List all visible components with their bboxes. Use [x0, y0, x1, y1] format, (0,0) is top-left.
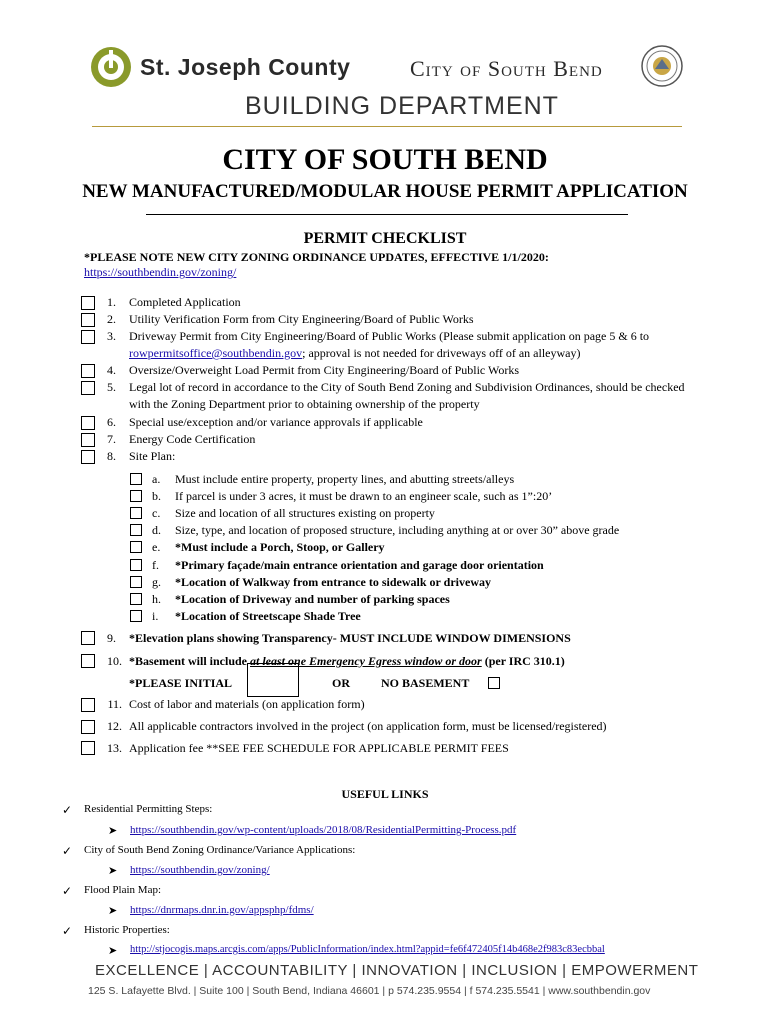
flood-plain-link[interactable]: https://dnrmaps.dnr.in.gov/appsphp/fdms/	[130, 904, 314, 916]
header-divider	[92, 126, 682, 127]
sub-item-text: Must include entire property, property lines, and abutting streets/alleys	[175, 472, 515, 486]
checkbox-no-basement[interactable]	[488, 677, 500, 689]
page-title: CITY OF SOUTH BEND	[222, 143, 548, 176]
link-label: Historic Properties:	[84, 924, 170, 936]
checkbox-site-plan-c[interactable]	[130, 507, 142, 519]
checkbox-item-12[interactable]	[81, 720, 95, 734]
item-text-emphasis: at least one Emergency Egress window or door	[250, 654, 482, 668]
checkmark-icon: ✓	[62, 884, 73, 898]
item-text: Site Plan:	[129, 449, 176, 463]
historic-properties-link[interactable]: http://stjocogis.maps.arcgis.com/apps/PublicInformation/index.html?appid=fe6f472405f14b468e2f983c83ecbbal	[130, 944, 605, 955]
page-subtitle: NEW MANUFACTURED/MODULAR HOUSE PERMIT APPLICATION	[82, 181, 688, 202]
checkbox-item-9[interactable]	[81, 631, 95, 645]
sub-item-letter: e.	[152, 540, 161, 554]
sub-item-text: *Location of Driveway and number of parking spaces	[175, 592, 450, 606]
item-number: 12.	[107, 719, 122, 733]
checkmark-icon: ✓	[62, 803, 73, 817]
sub-item-text: Size and location of all structures existing on property	[175, 506, 435, 520]
sub-item-letter: c.	[152, 506, 161, 520]
link-label: Flood Plain Map:	[84, 884, 162, 896]
item-text: Completed Application	[129, 295, 241, 309]
checkbox-site-plan-e[interactable]	[130, 541, 142, 553]
item-text-tail: ; approval is not needed for driveways off of an alleyway)	[302, 346, 581, 360]
or-label: OR	[332, 676, 350, 690]
sub-item-letter: i.	[152, 609, 159, 623]
link-label: City of South Bend Zoning Ordinance/Variance Applications:	[84, 844, 356, 856]
item-text: Cost of labor and materials (on application form)	[129, 697, 365, 711]
arrow-bullet-icon: ➤	[108, 905, 118, 917]
checkbox-site-plan-a[interactable]	[130, 473, 142, 485]
city-seal-icon	[641, 45, 683, 87]
item-number: 2.	[107, 312, 116, 326]
sub-item-letter: d.	[152, 523, 161, 537]
sub-item-letter: a.	[152, 472, 161, 486]
item-text: Driveway Permit from City Engineering/Board of Public Works (Please submit application on page 5 & 6 to	[129, 329, 650, 343]
item-number: 3.	[107, 329, 116, 343]
zoning-note: *PLEASE NOTE NEW CITY ZONING ORDINANCE UPDATES, EFFECTIVE 1/1/2020:	[84, 250, 549, 264]
item-number: 4.	[107, 363, 116, 377]
item-text: All applicable contractors involved in the project (on application form, must be licensed/registered)	[129, 719, 607, 733]
sub-item-text: *Primary façade/main entrance orientation and garage door orientation	[175, 558, 544, 572]
initial-input-box[interactable]	[247, 663, 299, 697]
item-text: Oversize/Overweight Load Permit from City Engineering/Board of Public Works	[129, 363, 520, 377]
no-basement-label: NO BASEMENT	[381, 676, 470, 690]
item-number: 8.	[107, 449, 116, 463]
arrow-bullet-icon: ➤	[108, 945, 118, 957]
link-label: Residential Permitting Steps:	[84, 803, 213, 815]
driveway-email-link[interactable]: rowpermitsoffice@southbendin.gov	[129, 346, 303, 360]
item-number: 10.	[107, 654, 122, 668]
item-number: 11.	[107, 697, 122, 711]
checkbox-item-5[interactable]	[81, 381, 95, 395]
item-number: 1.	[107, 295, 116, 309]
checkbox-site-plan-i[interactable]	[130, 610, 142, 622]
checkbox-item-3[interactable]	[81, 330, 95, 344]
checkbox-item-1[interactable]	[81, 296, 95, 310]
item-number: 7.	[107, 432, 116, 446]
initial-label: *PLEASE INITIAL	[129, 676, 233, 690]
title-divider	[146, 214, 628, 215]
sub-item-letter: b.	[152, 489, 161, 503]
st-joseph-county-logo	[90, 46, 132, 88]
checkbox-item-8[interactable]	[81, 450, 95, 464]
residential-permitting-link[interactable]: https://southbendin.gov/wp-content/uploads/2018/08/ResidentialPermitting-Process.pdf	[130, 824, 517, 836]
zoning-link[interactable]: https://southbendin.gov/zoning/	[84, 265, 237, 279]
item-text-part: *Basement will include	[129, 654, 251, 668]
checkbox-item-7[interactable]	[81, 433, 95, 447]
item-text: Utility Verification Form from City Engineering/Board of Public Works	[129, 312, 474, 326]
sub-item-letter: f.	[152, 558, 159, 572]
zoning-ordinance-link[interactable]: https://southbendin.gov/zoning/	[130, 864, 270, 876]
sub-item-text: *Location of Walkway from entrance to sidewalk or driveway	[175, 575, 491, 589]
sub-item-letter: g.	[152, 575, 161, 589]
checkbox-site-plan-f[interactable]	[130, 559, 142, 571]
sub-item-text: If parcel is under 3 acres, it must be drawn to an engineer scale, such as 1”:20’	[175, 489, 553, 503]
item-text-part: (per IRC 310.1)	[481, 654, 565, 668]
city-name: City of South Bend	[410, 56, 603, 81]
checkbox-item-11[interactable]	[81, 698, 95, 712]
item-number: 13.	[107, 741, 122, 755]
checkbox-item-4[interactable]	[81, 364, 95, 378]
checkbox-site-plan-b[interactable]	[130, 490, 142, 502]
department-name: BUILDING DEPARTMENT	[245, 92, 559, 120]
item-text: Legal lot of record in accordance to the City of South Bend Zoning and Subdivision Ordinances, should be checked	[129, 380, 685, 394]
arrow-bullet-icon: ➤	[108, 825, 118, 837]
sub-item-text: Size, type, and location of proposed structure, including anything at or over 30” above grade	[175, 523, 620, 537]
sub-item-text: *Location of Streetscape Shade Tree	[175, 609, 361, 623]
checkbox-item-2[interactable]	[81, 313, 95, 327]
checkbox-site-plan-g[interactable]	[130, 576, 142, 588]
checkbox-site-plan-d[interactable]	[130, 524, 142, 536]
checklist-heading: PERMIT CHECKLIST	[303, 230, 467, 247]
sub-item-text: *Must include a Porch, Stoop, or Gallery	[175, 540, 385, 554]
item-text: *Elevation plans showing Transparency- MUST INCLUDE WINDOW DIMENSIONS	[129, 631, 571, 645]
county-name: St. Joseph County	[140, 54, 351, 80]
item-text	[129, 654, 565, 669]
item-number: 5.	[107, 380, 116, 394]
checkbox-item-10[interactable]	[81, 654, 95, 668]
item-number: 9.	[107, 631, 116, 645]
item-text-continued: with the Zoning Department prior to obtaining ownership of the property	[129, 397, 480, 411]
footer-values: EXCELLENCE | ACCOUNTABILITY | INNOVATION | INCLUSION | EMPOWERMENT	[95, 962, 699, 979]
checkbox-item-13[interactable]	[81, 741, 95, 755]
item-text: Application fee **SEE FEE SCHEDULE FOR APPLICABLE PERMIT FEES	[129, 741, 509, 755]
checkbox-site-plan-h[interactable]	[130, 593, 142, 605]
arrow-bullet-icon: ➤	[108, 865, 118, 877]
checkmark-icon: ✓	[62, 844, 73, 858]
item-text: Energy Code Certification	[129, 432, 256, 446]
checkmark-icon: ✓	[62, 924, 73, 938]
sub-item-letter: h.	[152, 592, 161, 606]
item-text-continued	[129, 346, 581, 361]
checkbox-item-6[interactable]	[81, 416, 95, 430]
item-text: Special use/exception and/or variance approvals if applicable	[129, 415, 423, 429]
footer-address: 125 S. Lafayette Blvd. | Suite 100 | South Bend, Indiana 46601 | p 574.235.9554 | f 574.235.5541 | www.southbendin.gov	[88, 985, 651, 997]
useful-links-heading: USEFUL LINKS	[341, 787, 429, 801]
item-number: 6.	[107, 415, 116, 429]
